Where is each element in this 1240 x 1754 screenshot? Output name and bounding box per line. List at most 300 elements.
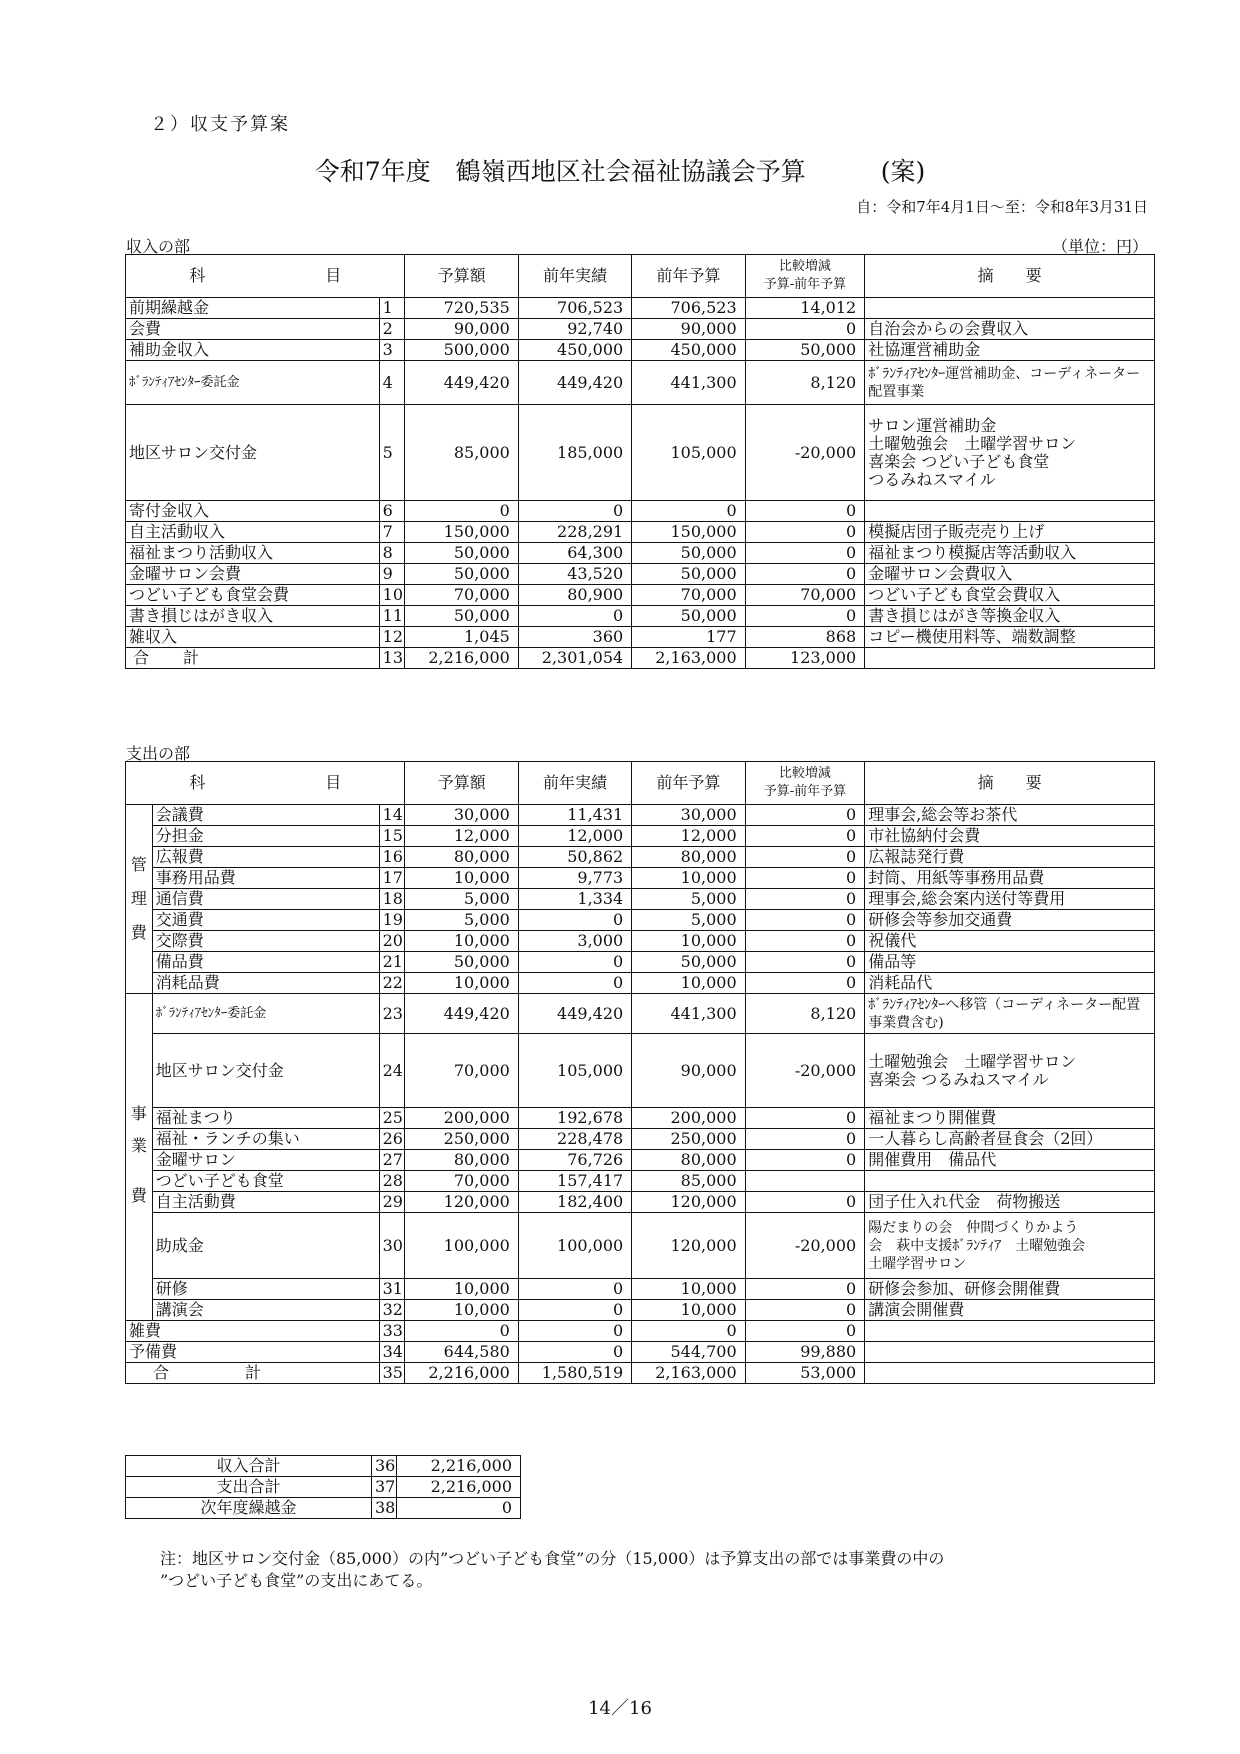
fiscal-period: 自：令和7年4月1日～至：令和8年3月31日 xyxy=(856,198,1148,216)
table-row xyxy=(126,1321,1155,1342)
diff-header-top: 比較増減 xyxy=(778,259,831,274)
prev-actual-cell: 192,678 xyxy=(518,1108,631,1129)
diff-cell: 0 xyxy=(745,319,865,340)
budget-header: 予算額 xyxy=(405,762,518,805)
table-row xyxy=(126,868,1155,889)
diff-cell: 0 xyxy=(745,1150,865,1171)
summary-cell: ﾎﾞﾗﾝﾃｨｱｾﾝﾀｰへ移管（コーディネーター配置事業費含む) xyxy=(865,994,1155,1034)
item-header xyxy=(126,255,405,298)
item-cell: 広報費 xyxy=(152,847,379,868)
diff-header xyxy=(745,762,865,805)
summary-cell xyxy=(865,1171,1155,1192)
item-cell: 分担金 xyxy=(152,826,379,847)
summary-cell: 市社協納付会費 xyxy=(865,826,1155,847)
table-row xyxy=(126,994,1155,1034)
number-cell: 11 xyxy=(379,606,405,627)
number-cell: 18 xyxy=(379,889,405,910)
diff-cell: 0 xyxy=(745,1321,865,1342)
prev-budget-cell: 5,000 xyxy=(632,910,745,931)
number-cell: 34 xyxy=(379,1342,405,1363)
number-cell: 29 xyxy=(379,1192,405,1213)
budget-cell: 10,000 xyxy=(405,931,518,952)
table-header-row xyxy=(126,255,1155,298)
number-cell: 4 xyxy=(379,361,405,405)
prev-actual-cell: 450,000 xyxy=(518,340,631,361)
prev-actual-cell: 3,000 xyxy=(518,931,631,952)
item-header xyxy=(126,762,405,805)
table-row xyxy=(126,847,1155,868)
number-cell: 17 xyxy=(379,868,405,889)
table-row xyxy=(126,1171,1155,1192)
diff-cell: 70,000 xyxy=(745,585,865,606)
item-cell: 消耗品費 xyxy=(152,973,379,994)
table-row xyxy=(126,1477,521,1498)
summary-cell: ﾎﾞﾗﾝﾃｨｱｾﾝﾀｰ運営補助金、コーディネーター配置事業 xyxy=(865,361,1155,405)
budget-cell: 10,000 xyxy=(405,973,518,994)
prev-budget-cell: 80,000 xyxy=(632,847,745,868)
table-row xyxy=(126,1498,521,1519)
number-cell: 32 xyxy=(379,1300,405,1321)
prev-budget-cell: 544,700 xyxy=(632,1342,745,1363)
footnote-line: 注：地区サロン交付金（85,000）の内”つどい子ども食堂”の分（15,000）は予算支出の部では事業費の中の xyxy=(160,1549,945,1568)
table-row xyxy=(126,1279,1155,1300)
group-label-project xyxy=(126,994,153,1321)
budget-cell: 250,000 xyxy=(405,1129,518,1150)
prev-actual-cell: 76,726 xyxy=(518,1150,631,1171)
item-cell: ﾎﾞﾗﾝﾃｨｱｾﾝﾀｰ委託金 xyxy=(152,994,379,1034)
prev-actual-cell: 105,000 xyxy=(518,1034,631,1108)
number-cell: 9 xyxy=(379,564,405,585)
table-row xyxy=(126,1213,1155,1279)
diff-cell xyxy=(745,1171,865,1192)
footnote-line: ”つどい子ども食堂”の支出にあてる。 xyxy=(160,1571,433,1590)
diff-cell: 0 xyxy=(745,868,865,889)
budget-cell: 0 xyxy=(405,1321,518,1342)
number-cell: 27 xyxy=(379,1150,405,1171)
group-label-admin xyxy=(126,805,153,994)
group-label-char: 管 xyxy=(130,855,147,874)
prev-actual-cell: 157,417 xyxy=(518,1171,631,1192)
prev-budget-cell: 150,000 xyxy=(632,522,745,543)
diff-cell: 8,120 xyxy=(745,994,865,1034)
prev-budget-cell: 50,000 xyxy=(632,606,745,627)
budget-cell: 80,000 xyxy=(405,1150,518,1171)
summary-cell: 金曜サロン会費収入 xyxy=(865,564,1155,585)
unit-label: （単位：円） xyxy=(1051,237,1148,256)
number-cell: 6 xyxy=(379,501,405,522)
prev-budget-cell: 2,163,000 xyxy=(632,1363,745,1384)
summary-header: 摘 要 xyxy=(865,762,1155,805)
prev-actual-cell: 50,862 xyxy=(518,847,631,868)
summary-cell xyxy=(865,648,1155,669)
diff-cell: 0 xyxy=(745,889,865,910)
prev-budget-cell: 50,000 xyxy=(632,564,745,585)
diff-cell: 0 xyxy=(745,973,865,994)
item-cell: 通信費 xyxy=(152,889,379,910)
table-row xyxy=(126,826,1155,847)
budget-cell: 5,000 xyxy=(405,889,518,910)
budget-cell: 50,000 xyxy=(405,564,518,585)
budget-cell: 50,000 xyxy=(405,606,518,627)
table-row xyxy=(126,1129,1155,1150)
footnote xyxy=(160,1548,1150,1592)
number-cell: 14 xyxy=(379,805,405,826)
budget-cell: 90,000 xyxy=(405,319,518,340)
diff-header-top: 比較増減 xyxy=(778,766,831,781)
table-row xyxy=(126,973,1155,994)
prev-budget-cell: 250,000 xyxy=(632,1129,745,1150)
diff-cell: 0 xyxy=(745,1129,865,1150)
summary-cell: 備品等 xyxy=(865,952,1155,973)
item-header-left: 科 xyxy=(189,266,206,285)
budget-cell: 5,000 xyxy=(405,910,518,931)
prev-budget-cell: 90,000 xyxy=(632,319,745,340)
budget-cell: 70,000 xyxy=(405,585,518,606)
prev-budget-cell: 10,000 xyxy=(632,868,745,889)
prev-actual-cell: 2,301,054 xyxy=(518,648,631,669)
number-cell: 15 xyxy=(379,826,405,847)
summary-line: 土曜学習サロン xyxy=(868,1255,967,1272)
prev-budget-cell: 10,000 xyxy=(632,1300,745,1321)
summary-cell xyxy=(865,1363,1155,1384)
number-cell: 16 xyxy=(379,847,405,868)
item-cell: 地区サロン交付金 xyxy=(152,1034,379,1108)
diff-cell: 0 xyxy=(745,501,865,522)
number-cell: 35 xyxy=(379,1363,405,1384)
summary-cell: 消耗品代 xyxy=(865,973,1155,994)
summary-cell: 封筒、用紙等事務用品費 xyxy=(865,868,1155,889)
number-cell: 3 xyxy=(379,340,405,361)
table-row xyxy=(126,1108,1155,1129)
table-row xyxy=(126,522,1155,543)
number-cell: 36 xyxy=(372,1456,397,1477)
number-cell: 25 xyxy=(379,1108,405,1129)
budget-cell: 10,000 xyxy=(405,1279,518,1300)
summary-cell: 開催費用 備品代 xyxy=(865,1150,1155,1171)
summary-cell: 研修会等参加交通費 xyxy=(865,910,1155,931)
item-cell: 自主活動収入 xyxy=(126,522,380,543)
prev-budget-cell: 450,000 xyxy=(632,340,745,361)
item-cell: 金曜サロン会費 xyxy=(126,564,380,585)
prev-budget-cell: 10,000 xyxy=(632,1279,745,1300)
prev-actual-cell: 1,334 xyxy=(518,889,631,910)
number-cell: 1 xyxy=(379,298,405,319)
summary-line: 会 萩中支援ﾎﾞﾗﾝﾃｨｱ 土曜勉強会 xyxy=(868,1237,1086,1254)
diff-cell: 99,880 xyxy=(745,1342,865,1363)
prev-budget-cell: 85,000 xyxy=(632,1171,745,1192)
prev-budget-header: 前年予算 xyxy=(632,762,745,805)
prev-actual-cell: 0 xyxy=(518,501,631,522)
budget-cell: 449,420 xyxy=(405,994,518,1034)
item-cell: 雑収入 xyxy=(126,627,380,648)
item-cell: 寄付金収入 xyxy=(126,501,380,522)
summary-cell: 自治会からの会費収入 xyxy=(865,319,1155,340)
item-cell: 自主活動費 xyxy=(152,1192,379,1213)
table-row xyxy=(126,564,1155,585)
number-cell: 13 xyxy=(379,648,405,669)
summary-value-cell: 2,216,000 xyxy=(397,1477,521,1498)
summary-cell: 福祉まつり開催費 xyxy=(865,1108,1155,1129)
prev-actual-header: 前年実績 xyxy=(518,255,631,298)
budget-cell: 50,000 xyxy=(405,543,518,564)
item-cell: 会議費 xyxy=(152,805,379,826)
total-label-cell xyxy=(126,1363,380,1384)
prev-actual-cell: 228,291 xyxy=(518,522,631,543)
summary-line: 土曜勉強会 土曜学習サロン xyxy=(868,1051,1077,1071)
diff-cell: 50,000 xyxy=(745,340,865,361)
diff-cell: 0 xyxy=(745,1279,865,1300)
prev-budget-cell: 12,000 xyxy=(632,826,745,847)
prev-budget-cell: 50,000 xyxy=(632,952,745,973)
prev-budget-cell: 70,000 xyxy=(632,585,745,606)
prev-actual-cell: 1,580,519 xyxy=(518,1363,631,1384)
summary-header: 摘 要 xyxy=(865,255,1155,298)
item-cell: 福祉まつり活動収入 xyxy=(126,543,380,564)
budget-cell: 10,000 xyxy=(405,868,518,889)
prev-budget-cell: 30,000 xyxy=(632,805,745,826)
item-cell: 交際費 xyxy=(152,931,379,952)
group-label-char: 業 xyxy=(130,1136,147,1155)
summary-cell: 講演会開催費 xyxy=(865,1300,1155,1321)
number-cell: 8 xyxy=(379,543,405,564)
prev-actual-cell: 100,000 xyxy=(518,1213,631,1279)
table-row xyxy=(126,1192,1155,1213)
prev-budget-cell: 80,000 xyxy=(632,1150,745,1171)
summary-value-cell: 2,216,000 xyxy=(397,1456,521,1477)
diff-cell: 0 xyxy=(745,931,865,952)
prev-budget-header: 前年予算 xyxy=(632,255,745,298)
table-row xyxy=(126,340,1155,361)
summary-cell xyxy=(865,1213,1155,1279)
item-cell: 前期繰越金 xyxy=(126,298,380,319)
budget-cell: 500,000 xyxy=(405,340,518,361)
summary-cell xyxy=(865,1034,1155,1108)
prev-actual-cell: 11,431 xyxy=(518,805,631,826)
expense-table xyxy=(125,761,1155,1384)
item-cell: 福祉・ランチの集い xyxy=(152,1129,379,1150)
balance-summary-table xyxy=(125,1455,521,1519)
number-cell: 7 xyxy=(379,522,405,543)
prev-actual-cell: 92,740 xyxy=(518,319,631,340)
prev-actual-cell: 80,900 xyxy=(518,585,631,606)
total-label-cell xyxy=(126,648,380,669)
prev-actual-cell: 706,523 xyxy=(518,298,631,319)
table-row xyxy=(126,1150,1155,1171)
summary-cell: 模擬店団子販売売り上げ xyxy=(865,522,1155,543)
summary-cell xyxy=(865,405,1155,501)
prev-budget-cell: 0 xyxy=(632,1321,745,1342)
item-header-right: 目 xyxy=(325,266,342,285)
prev-budget-cell: 120,000 xyxy=(632,1213,745,1279)
item-cell: 福祉まつり xyxy=(152,1108,379,1129)
table-row xyxy=(126,361,1155,405)
item-cell: 書き損じはがき収入 xyxy=(126,606,380,627)
summary-cell: 研修会参加、研修会開催費 xyxy=(865,1279,1155,1300)
summary-line: 喜楽会 つどい子ども食堂 xyxy=(868,451,1050,471)
budget-cell: 200,000 xyxy=(405,1108,518,1129)
prev-actual-cell: 0 xyxy=(518,910,631,931)
table-row xyxy=(126,1456,521,1477)
prev-budget-cell: 441,300 xyxy=(632,361,745,405)
prev-budget-cell: 177 xyxy=(632,627,745,648)
table-row xyxy=(126,910,1155,931)
summary-line: つるみねスマイル xyxy=(868,469,996,489)
diff-header xyxy=(745,255,865,298)
number-cell: 30 xyxy=(379,1213,405,1279)
number-cell: 10 xyxy=(379,585,405,606)
number-cell: 12 xyxy=(379,627,405,648)
expense-caption: 支出の部 xyxy=(126,744,191,763)
prev-budget-cell: 200,000 xyxy=(632,1108,745,1129)
number-cell: 19 xyxy=(379,910,405,931)
prev-actual-header: 前年実績 xyxy=(518,762,631,805)
summary-cell: 一人暮らし高齢者昼食会（2回） xyxy=(865,1129,1155,1150)
total-label-right: 計 xyxy=(183,648,200,667)
prev-actual-cell: 12,000 xyxy=(518,826,631,847)
summary-cell: 理事会,総会等お茶代 xyxy=(865,805,1155,826)
number-cell: 5 xyxy=(379,405,405,501)
prev-actual-cell: 0 xyxy=(518,606,631,627)
prev-actual-cell: 182,400 xyxy=(518,1192,631,1213)
budget-cell: 85,000 xyxy=(405,405,518,501)
section-heading: ２）収支予算案 xyxy=(150,114,290,135)
budget-cell: 30,000 xyxy=(405,805,518,826)
item-cell: 補助金収入 xyxy=(126,340,380,361)
number-cell: 23 xyxy=(379,994,405,1034)
prev-budget-cell: 50,000 xyxy=(632,543,745,564)
table-row xyxy=(126,405,1155,501)
prev-actual-cell: 0 xyxy=(518,1342,631,1363)
prev-budget-cell: 2,163,000 xyxy=(632,648,745,669)
prev-actual-cell: 0 xyxy=(518,1279,631,1300)
table-header-row xyxy=(126,762,1155,805)
table-row xyxy=(126,889,1155,910)
summary-cell: 広報誌発行費 xyxy=(865,847,1155,868)
budget-cell: 80,000 xyxy=(405,847,518,868)
diff-header-bottom: 予算-前年予算 xyxy=(763,277,847,292)
item-cell: つどい子ども食堂会費 xyxy=(126,585,380,606)
diff-cell: 123,000 xyxy=(745,648,865,669)
diff-cell: 53,000 xyxy=(745,1363,865,1384)
prev-budget-cell: 706,523 xyxy=(632,298,745,319)
number-cell: 37 xyxy=(372,1477,397,1498)
table-row xyxy=(126,1034,1155,1108)
summary-cell xyxy=(865,501,1155,522)
summary-cell: つどい子ども食堂会費収入 xyxy=(865,585,1155,606)
document-title: 令和7年度 鶴嶺西地区社会福祉協議会予算 (案) xyxy=(314,157,926,186)
budget-cell: 70,000 xyxy=(405,1034,518,1108)
number-cell: 20 xyxy=(379,931,405,952)
diff-cell: 0 xyxy=(745,805,865,826)
diff-cell: -20,000 xyxy=(745,1213,865,1279)
total-row xyxy=(126,1363,1155,1384)
diff-cell: 868 xyxy=(745,627,865,648)
total-label-left: 合 xyxy=(153,1363,170,1382)
number-cell: 38 xyxy=(372,1498,397,1519)
prev-actual-cell: 43,520 xyxy=(518,564,631,585)
budget-cell: 50,000 xyxy=(405,952,518,973)
total-row xyxy=(126,648,1155,669)
prev-budget-cell: 441,300 xyxy=(632,994,745,1034)
summary-line: 喜楽会 つるみねスマイル xyxy=(868,1069,1049,1089)
prev-actual-cell: 0 xyxy=(518,973,631,994)
number-cell: 22 xyxy=(379,973,405,994)
budget-cell: 449,420 xyxy=(405,361,518,405)
total-label-left: 合 xyxy=(133,648,150,667)
diff-header-bottom: 予算-前年予算 xyxy=(763,784,847,799)
group-label-char: 事 xyxy=(130,1104,147,1123)
item-cell: 研修 xyxy=(152,1279,379,1300)
number-cell: 33 xyxy=(379,1321,405,1342)
prev-budget-cell: 105,000 xyxy=(632,405,745,501)
diff-cell: 0 xyxy=(745,847,865,868)
diff-cell: 0 xyxy=(745,1300,865,1321)
item-cell: ﾎﾞﾗﾝﾃｨｱｾﾝﾀｰ委託金 xyxy=(126,361,380,405)
summary-cell: 祝儀代 xyxy=(865,931,1155,952)
item-cell: 講演会 xyxy=(152,1300,379,1321)
item-cell: 雑費 xyxy=(126,1321,380,1342)
diff-cell: 8,120 xyxy=(745,361,865,405)
total-label-right: 計 xyxy=(245,1363,262,1382)
item-cell: 地区サロン交付金 xyxy=(126,405,380,501)
income-caption: 収入の部 xyxy=(126,237,191,256)
prev-budget-cell: 5,000 xyxy=(632,889,745,910)
budget-cell: 0 xyxy=(405,501,518,522)
table-row xyxy=(126,1342,1155,1363)
summary-cell: 社協運営補助金 xyxy=(865,340,1155,361)
budget-cell: 10,000 xyxy=(405,1300,518,1321)
summary-label-cell: 収入合計 xyxy=(126,1456,372,1477)
summary-line: 陽だまりの会 仲間づくりかよう xyxy=(868,1219,1079,1236)
group-label-char: 費 xyxy=(130,1186,147,1205)
item-cell: 事務用品費 xyxy=(152,868,379,889)
table-row xyxy=(126,501,1155,522)
prev-actual-cell: 185,000 xyxy=(518,405,631,501)
table-row xyxy=(126,952,1155,973)
group-label-char: 費 xyxy=(130,923,147,942)
diff-cell: 14,012 xyxy=(745,298,865,319)
summary-line: 土曜勉強会 土曜学習サロン xyxy=(868,433,1077,453)
budget-cell: 150,000 xyxy=(405,522,518,543)
diff-cell: -20,000 xyxy=(745,405,865,501)
number-cell: 24 xyxy=(379,1034,405,1108)
prev-budget-cell: 0 xyxy=(632,501,745,522)
prev-actual-cell: 0 xyxy=(518,952,631,973)
item-cell: 予備費 xyxy=(126,1342,380,1363)
table-row xyxy=(126,298,1155,319)
prev-actual-cell: 449,420 xyxy=(518,994,631,1034)
prev-actual-cell: 449,420 xyxy=(518,361,631,405)
diff-cell: 0 xyxy=(745,543,865,564)
income-table xyxy=(125,254,1155,669)
budget-cell: 12,000 xyxy=(405,826,518,847)
table-row xyxy=(126,931,1155,952)
table-row xyxy=(126,585,1155,606)
budget-cell: 644,580 xyxy=(405,1342,518,1363)
prev-actual-cell: 64,300 xyxy=(518,543,631,564)
summary-cell xyxy=(865,1342,1155,1363)
summary-label-cell: 次年度繰越金 xyxy=(126,1498,372,1519)
budget-cell: 2,216,000 xyxy=(405,648,518,669)
diff-cell: 0 xyxy=(745,1108,865,1129)
table-row xyxy=(126,1300,1155,1321)
summary-cell: 理事会,総会案内送付等費用 xyxy=(865,889,1155,910)
prev-budget-cell: 10,000 xyxy=(632,931,745,952)
prev-actual-cell: 0 xyxy=(518,1300,631,1321)
diff-cell: 0 xyxy=(745,910,865,931)
prev-actual-cell: 360 xyxy=(518,627,631,648)
item-header-left: 科 xyxy=(189,773,206,792)
